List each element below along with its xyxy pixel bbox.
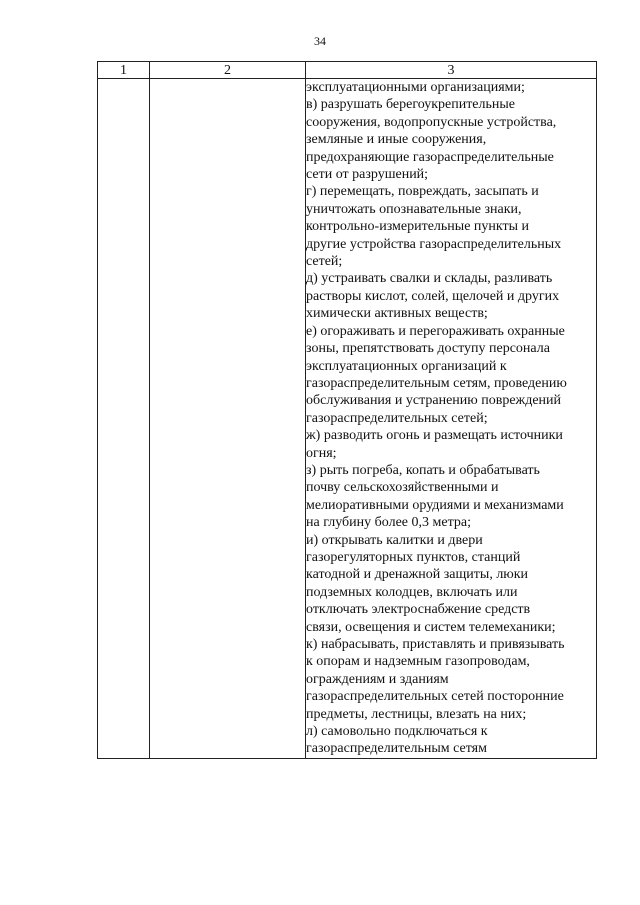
text-line: на глубину более 0,3 метра;: [306, 515, 471, 531]
text-line: предметы, лестницы, влезать на них;: [306, 706, 527, 722]
text-line: газорегуляторных пунктов, станций: [306, 549, 521, 565]
text-line: растворы кислот, солей, щелочей и других: [306, 288, 560, 304]
text-line: газораспределительных сетей посторонние: [306, 689, 564, 705]
text-line: к опорам и надземным газопроводам,: [306, 654, 530, 670]
text-line: ж) разводить огонь и размещать источники: [306, 428, 563, 444]
text-line: газораспределительным сетям, проведению: [306, 375, 567, 391]
text-line: отключать электроснабжение средств: [306, 602, 531, 618]
column-header-3: 3: [306, 62, 597, 79]
text-line: к) набрасывать, приставлять и привязывать: [306, 637, 565, 652]
text-line: обслуживания и устранению повреждений: [306, 393, 562, 409]
document-table: [97, 61, 597, 759]
text-line: ограждениям и зданиям: [306, 671, 449, 687]
text-line: контрольно-измерительные пункты и: [306, 219, 530, 235]
table-header-row: [98, 62, 597, 79]
text-line: эксплуатационных организаций к: [306, 358, 507, 374]
text-line: мелиоративными орудиями и механизмами: [306, 497, 564, 513]
column-header-2: 2: [150, 62, 306, 79]
text-line: з) рыть погреба, копать и обрабатывать: [306, 462, 540, 478]
table-row: [98, 79, 597, 759]
text-line: химически активных веществ;: [306, 306, 488, 322]
text-line: е) огораживать и перегораживать охранные: [306, 323, 565, 339]
text-line: газораспределительных сетей;: [306, 410, 488, 426]
column-3-cell: [306, 79, 597, 759]
text-line: предохраняющие газораспределительные: [306, 149, 554, 165]
column-header-1: 1: [98, 62, 150, 79]
column-1-cell: [98, 79, 150, 759]
text-line: д) устраивать свалки и склады, разливать: [306, 271, 553, 287]
text-line: сетей;: [306, 254, 343, 270]
column-2-cell: [150, 79, 306, 759]
text-line: сети от разрушений;: [306, 167, 429, 183]
text-line: почву сельскохозяйственными и: [306, 480, 499, 496]
text-line: уничтожать опознавательные знаки,: [306, 201, 522, 217]
text-line: л) самовольно подключаться к: [306, 724, 488, 740]
text-line: связи, освещения и систем телемеханики;: [306, 619, 556, 635]
text-line: эксплуатационными организациями;: [306, 80, 525, 95]
text-line: земляные и иные сооружения,: [306, 132, 487, 148]
page-number: 34: [314, 34, 326, 48]
text-line: катодной и дренажной защиты, люки: [306, 567, 529, 583]
text-line: г) перемещать, повреждать, засыпать и: [306, 184, 539, 200]
text-line: в) разрушать берегоукрепительные: [306, 97, 516, 113]
text-line: газораспределительным сетям: [306, 741, 487, 757]
text-line: и) открывать калитки и двери: [306, 532, 483, 548]
text-line: сооружения, водопропускные устройства,: [306, 114, 557, 130]
text-line: подземных колодцев, включать или: [306, 584, 518, 600]
text-line: огня;: [306, 445, 337, 461]
text-line: зоны, препятствовать доступу персонала: [306, 341, 550, 357]
text-line: другие устройства газораспределительных: [306, 236, 562, 252]
